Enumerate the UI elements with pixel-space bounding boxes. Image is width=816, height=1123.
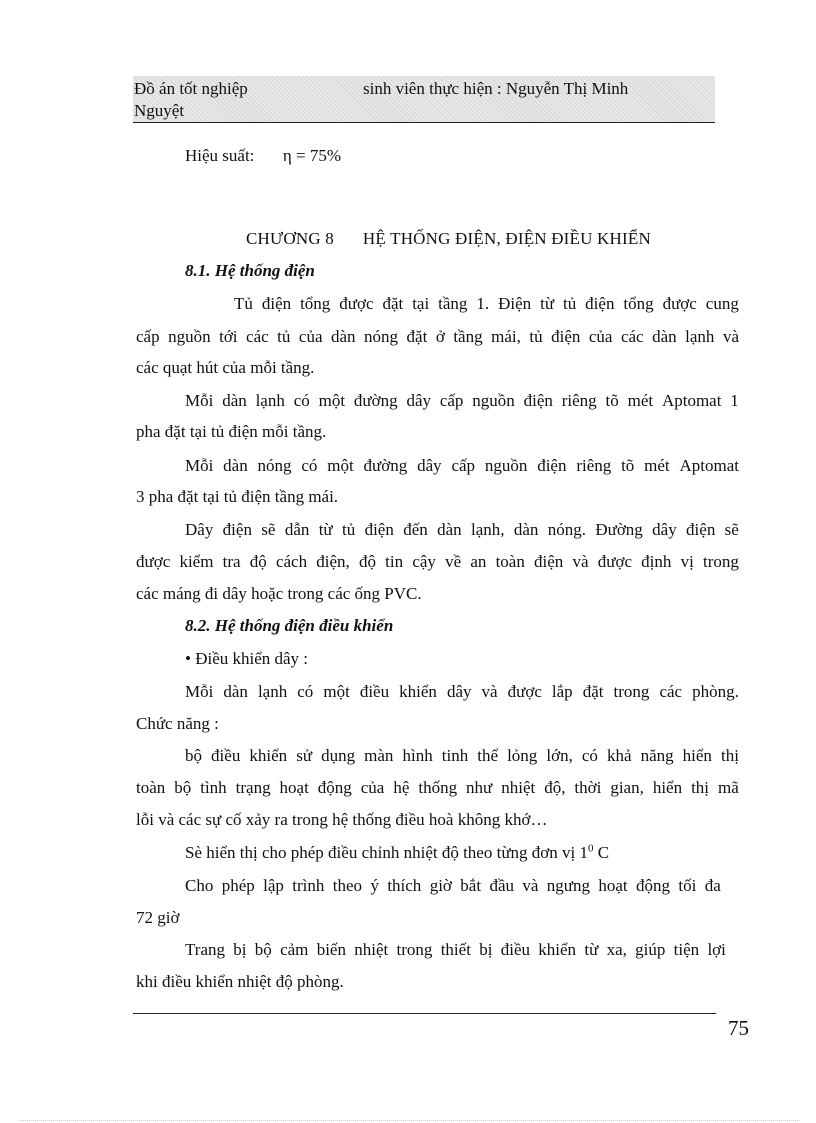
word: sẽ [261,520,276,539]
paragraph-line [185,391,739,411]
word: nóng. [547,520,586,539]
word: gian, [610,778,644,797]
word: điện [551,327,581,346]
paragraph-line [136,327,739,347]
word: toàn [136,778,166,797]
word: giúp [635,940,666,959]
word: tủ [341,520,356,539]
word: đặt [406,327,428,346]
word: Trang [185,940,225,959]
word: từ [540,294,555,313]
word: Điện [498,294,532,313]
word: Mỗi [185,391,214,410]
word: được [136,552,171,571]
word: trong [396,940,433,959]
word: Dây [185,520,214,539]
word: đến [403,520,428,539]
word: kiểm [179,552,214,571]
word: cung [705,294,739,313]
word: dàn [652,327,677,346]
word: dàn [331,327,356,346]
word: riêng [561,391,597,410]
header-thesis-label: Đồ án tốt nghiệp [134,79,248,98]
word: thị [691,778,710,797]
word: về [445,552,462,571]
word: động [636,876,671,895]
word: trình [292,876,325,895]
word: Mỗi [185,682,214,701]
word: dụng [321,746,356,765]
word: dây [446,682,472,701]
word: bộ [254,940,272,959]
word: sẽ [724,520,739,539]
word: cấp [451,456,476,475]
word: nóng [257,456,292,475]
header-author-continued: Nguyệt [134,101,185,120]
word: độ [358,552,376,571]
word: khiển [538,940,577,959]
word: được [339,294,374,313]
word: có [301,456,318,475]
word: từ [318,520,333,539]
word: bắt [460,876,482,895]
word: dây [417,456,442,475]
word: thể [477,746,499,765]
word: lạnh [257,682,288,701]
word: bị [233,940,247,959]
word: bộ [174,778,192,797]
paragraph-line [185,843,609,863]
word: đường [363,456,408,475]
word: tủ [562,294,577,313]
word: điện [523,391,553,410]
word: điều [211,746,241,765]
word: điện [537,456,567,475]
bullet-item: • Điều khiển dây : [185,649,309,668]
word: nguồn [484,456,528,475]
word: giờ [429,876,452,895]
paragraph-line [234,294,739,314]
superscript: 0 [588,842,594,855]
word: lập [263,876,284,895]
paragraph-line: các máng đi dây hoặc trong các ống PVC. [136,584,422,603]
word: độ [249,552,267,571]
word: một [318,391,346,410]
word: dàn [223,456,248,475]
footer-divider [133,1013,716,1014]
paragraph-line: Chức năng : [136,714,219,733]
word: vị [680,552,694,571]
word: Mỗi [185,456,214,475]
word: ý [370,876,379,895]
word: nguồn [168,327,211,346]
paragraph-line [136,552,739,572]
word: điều [500,940,530,959]
word: độ, [544,778,566,797]
word: điện [222,520,252,539]
paragraph-line [185,940,726,960]
word: điện [364,520,394,539]
efficiency-line [185,146,341,166]
word: phòng. [692,682,739,701]
word: hiển [652,778,683,797]
word: như [466,778,493,797]
word: có [581,746,598,765]
word: tin [385,552,404,571]
word: năng [640,746,674,765]
word: điện [686,520,716,539]
word: an [470,552,487,571]
chapter-title [246,229,651,249]
word: hoạt [598,876,628,895]
word: đặt [582,682,604,701]
word: tra [222,552,241,571]
word: tủ [277,327,291,346]
word: phép [221,876,255,895]
word: và [481,682,498,701]
page-edge-divider [20,1120,800,1121]
word: định [641,552,672,571]
paragraph-line [136,778,739,798]
paragraph-line [185,876,721,896]
word: trạng [235,778,271,797]
word: được [597,552,632,571]
word: các [246,327,269,346]
word: nóng [364,327,399,346]
paragraph-line: lỗi và các sự cố xảy ra trong hệ thống điều hoà không khớ… [136,810,548,829]
paragraph-line [185,682,739,702]
word: thiết [440,940,471,959]
word: và [722,327,739,346]
word: 1. [476,294,490,313]
word: trong [613,682,650,701]
paragraph-line [185,746,739,766]
word: lạnh [255,391,285,410]
word: hiển [682,746,712,765]
word: đường [353,391,398,410]
word: Tủ [234,294,253,313]
word: của [588,327,613,346]
page-number: 75 [728,1016,749,1040]
word: nhiệt [354,940,389,959]
word: mét [627,391,654,410]
word: điện [585,294,615,313]
paragraph-line: 72 giờ [136,908,180,927]
word: động [317,778,352,797]
word: Cho [185,876,214,895]
word: được [662,294,697,313]
word: cách [275,552,308,571]
word: điện [534,552,564,571]
paragraph-line: 3 pha đặt tại tủ điện tầng mái. [136,487,339,506]
word: bộ [185,746,202,765]
word: xa, [606,940,627,959]
word: ở [435,327,445,346]
word: đa [704,876,721,895]
word: của [298,327,323,346]
word: bị [479,940,493,959]
word: riêng [576,456,612,475]
word: các [620,327,644,346]
word: tổng [300,294,331,313]
word: cậy [412,552,436,571]
word: Aptomat [679,456,739,475]
paragraph-line: pha đặt tại tủ điện mỗi tầng. [136,422,327,441]
word: tiện [673,940,700,959]
word: điện, [316,552,350,571]
word: một [327,456,354,475]
word: dàn [513,520,539,539]
word: toàn [495,552,525,571]
word: hình [402,746,433,765]
word: thích [387,876,422,895]
word: lắp [551,682,573,701]
word: lạnh [685,327,715,346]
word: cảm [280,940,309,959]
word: từ [584,940,599,959]
word: tinh [441,746,469,765]
word: tầng [453,327,483,346]
page-header [133,76,715,123]
word: mã [718,778,739,797]
word: khiển [399,682,437,701]
paragraph-line [185,520,739,540]
word: của [360,778,385,797]
word: đầu [489,876,514,895]
word: sử [296,746,313,765]
efficiency-label: Hiệu suất: [185,146,255,165]
word: và [572,552,589,571]
word: lỏng [507,746,538,765]
word: nguồn [472,391,515,410]
word: tới [219,327,238,346]
section-heading-8-2: 8.2. Hệ thống điện điều khiển [185,616,394,635]
word: tầng [438,294,468,313]
paragraph-line: các quạt hút của mỗi tầng. [136,358,315,377]
word: tõ [605,391,619,410]
word: dàn [223,682,248,701]
word: điện [261,294,292,313]
word: hệ [393,778,410,797]
word: Đường [595,520,643,539]
word: đặt [382,294,404,313]
word: tõ [621,456,635,475]
word: có [293,391,310,410]
word: Aptomat [661,391,722,410]
efficiency-value: η = 75% [282,146,342,165]
word: một [323,682,350,701]
word: trong [703,552,739,571]
paragraph-line: khi điều khiển nhiệt độ phòng. [136,972,344,991]
word: cấp [136,327,160,346]
word: dàn [222,391,247,410]
text: Sè hiển thị cho phép điều chỉnh nhiệt độ theo từng đơn vị 1 [185,843,589,862]
word: dây [406,391,431,410]
word: điều [359,682,390,701]
chapter-number: CHƯƠNG 8 [246,229,334,248]
word: lớn, [546,746,573,765]
word: mét [644,456,670,475]
word: tại [412,294,430,313]
word: biến [316,940,346,959]
word: hoạt [279,778,309,797]
word: dây [652,520,677,539]
word: thị [720,746,739,765]
word: ngưng [546,876,590,895]
paragraph-line [185,456,739,476]
word: lợi [707,940,726,959]
word: tủ [529,327,543,346]
word: dẫn [284,520,310,539]
word: được [507,682,542,701]
word: có [297,682,314,701]
word: 1 [730,391,739,410]
word: khiển [249,746,288,765]
header-author: sinh viên thực hiện : Nguyễn Thị Minh [363,79,629,98]
word: theo [332,876,363,895]
word: thời [574,778,602,797]
word: nhiệt [501,778,536,797]
word: tối [678,876,697,895]
word: màn [364,746,394,765]
word: thống [418,778,458,797]
word: cấp [439,391,464,410]
word: khả [606,746,632,765]
word: dàn [437,520,462,539]
word: tổng [623,294,654,313]
word: các [659,682,683,701]
word: mái, [491,327,521,346]
text: C [593,843,610,862]
chapter-name: HỆ THỐNG ĐIỆN, ĐIỆN ĐIỀU KHIỂN [362,229,651,248]
word: lạnh, [470,520,505,539]
section-heading-8-1: 8.1. Hệ thống điện [185,261,315,280]
word: và [522,876,539,895]
word: tình [200,778,227,797]
